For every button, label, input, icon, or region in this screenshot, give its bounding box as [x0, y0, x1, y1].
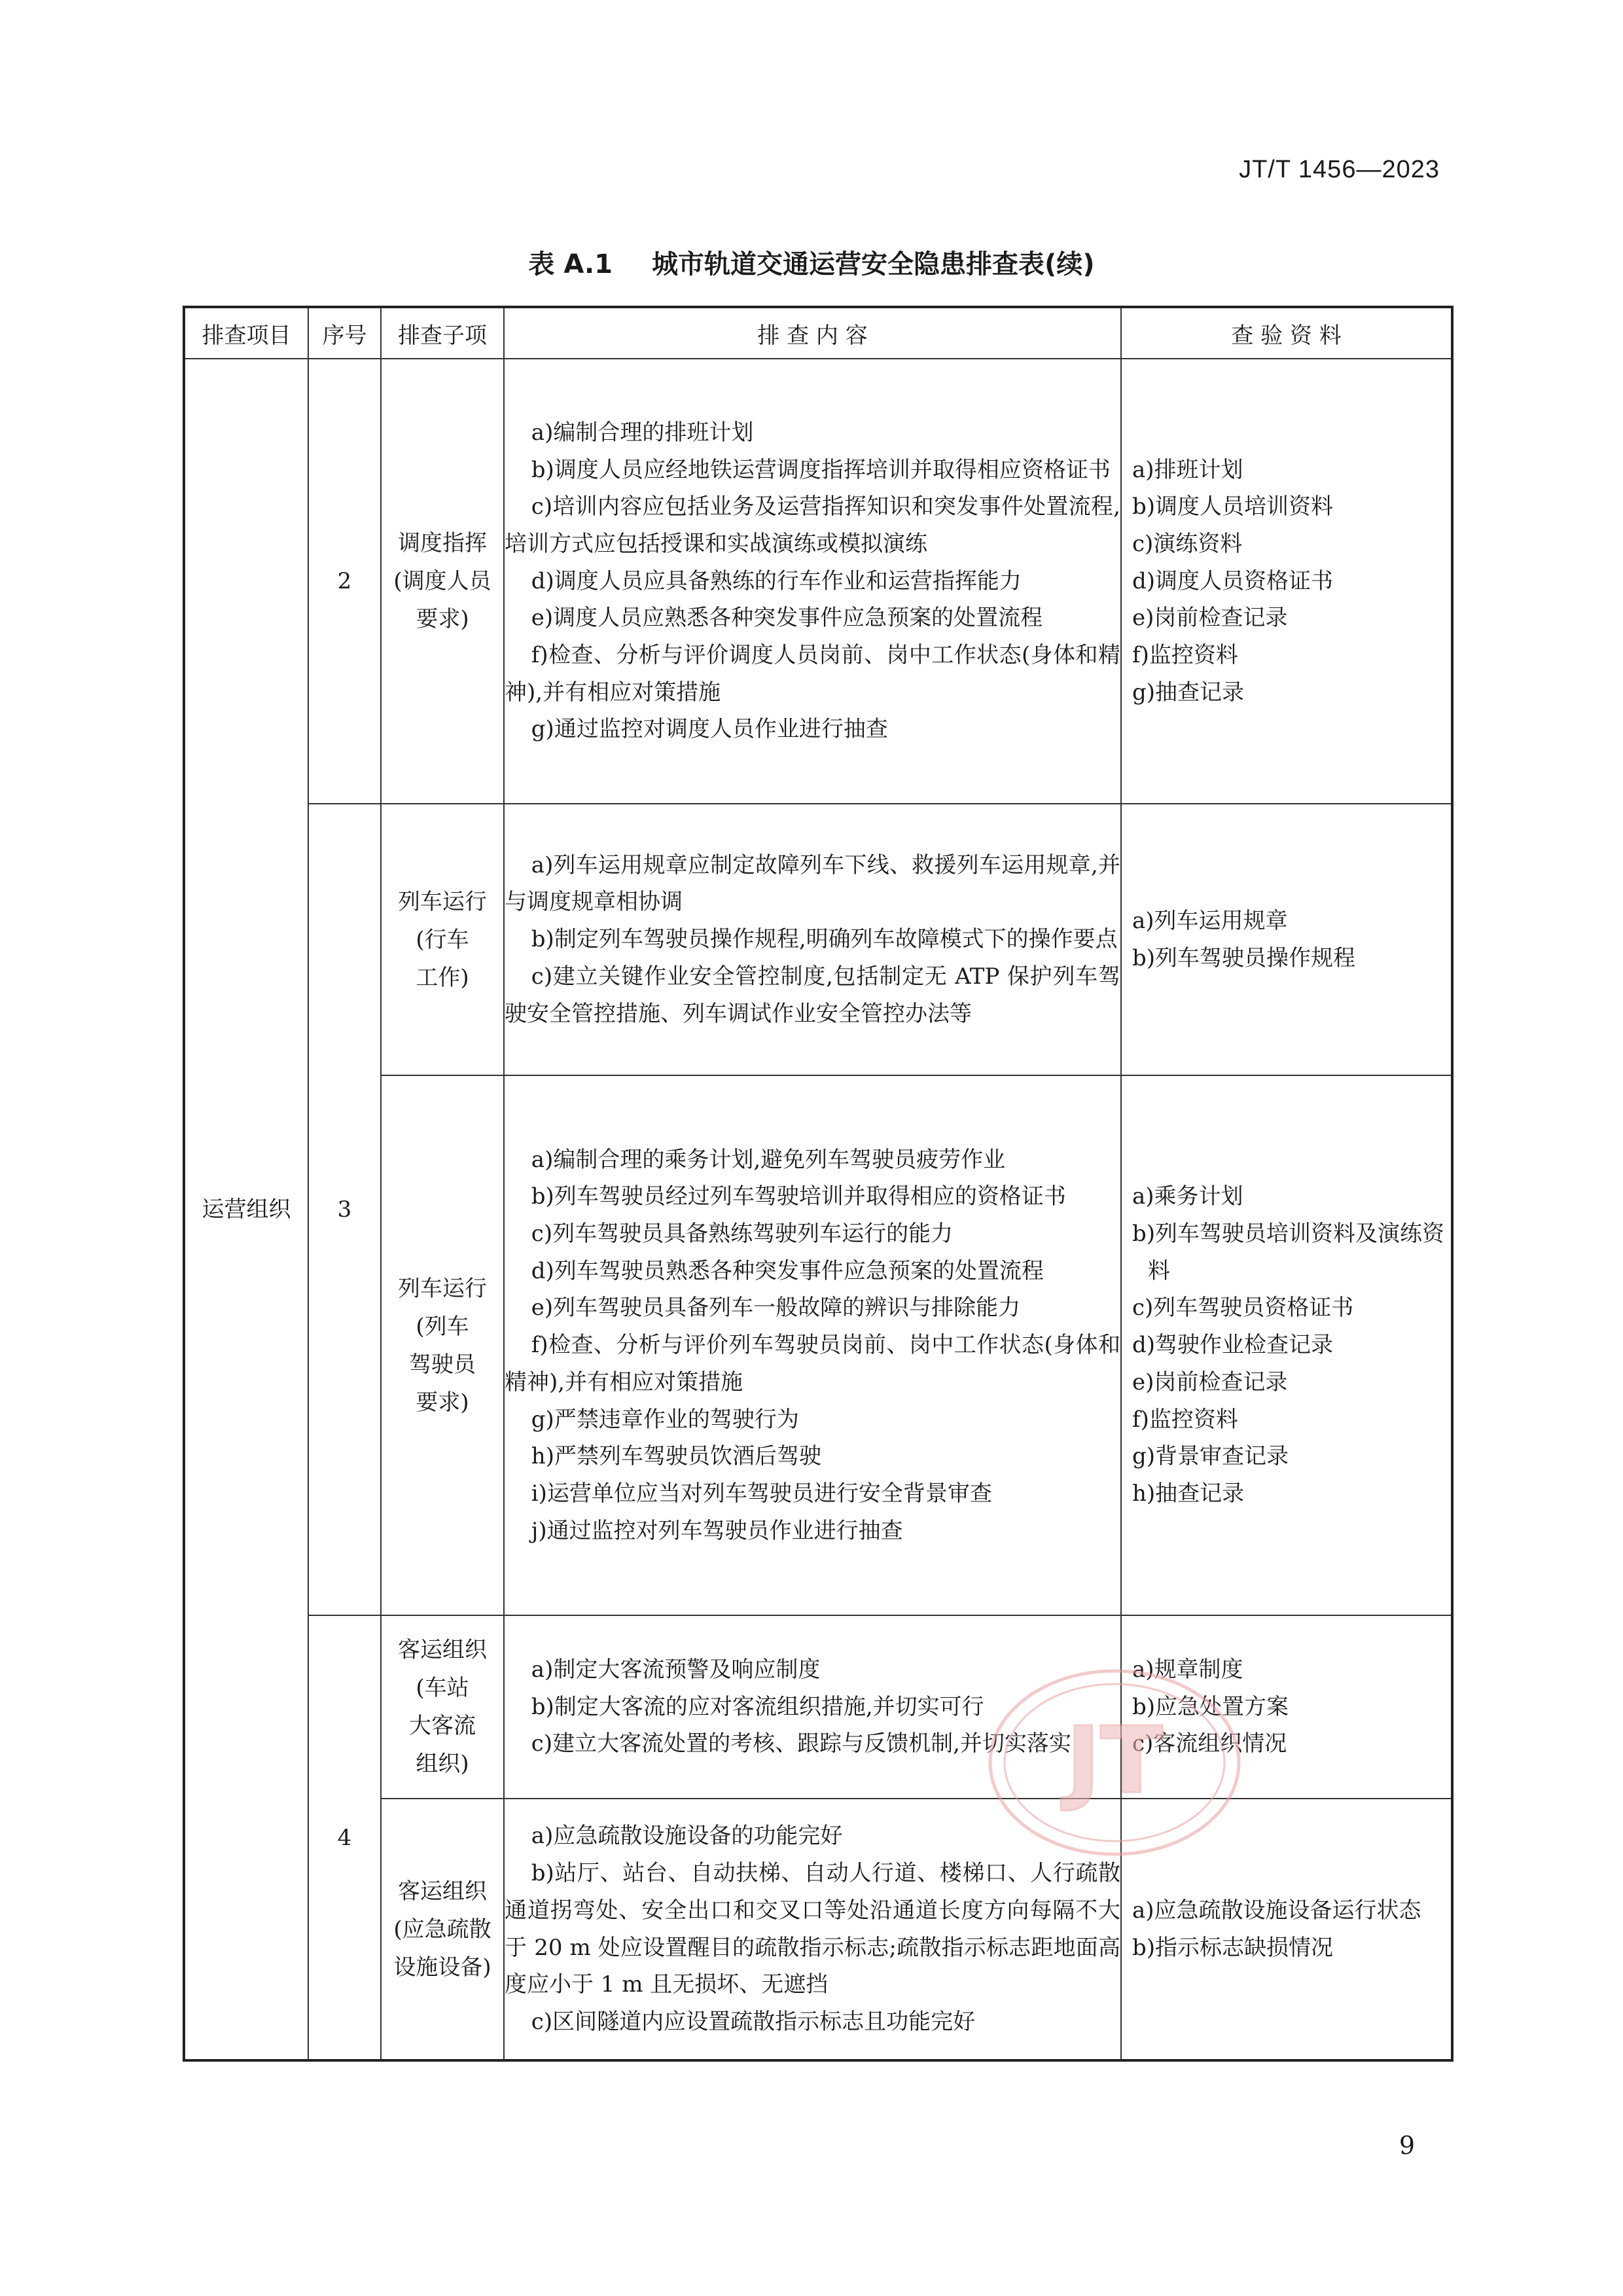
sub-cell: 调度指挥 (调度人员 要求): [381, 359, 504, 804]
refs-cell: a)乘务计划 b)列车驾驶员培训资料及演练资料 c)列车驾驶员资格证书 d)驾驶作业检查记录 e)岗前检查记录 f)监控资料 g)背景审查记录 h)抽查记录: [1121, 1075, 1452, 1615]
inspection-table: [183, 306, 1454, 2062]
page-number: 9: [1399, 2131, 1415, 2160]
refs-cell: a)排班计划 b)调度人员培训资料 c)演练资料 d)调度人员资格证书 e)岗前检查记录 f)监控资料 g)抽查记录: [1121, 359, 1452, 804]
jt-seal-watermark: [984, 1664, 1245, 1861]
col-header-sub: 排查子项: [381, 307, 504, 359]
seal-logo: [990, 1671, 1239, 1854]
content-cell: a)应急疏散设施设备的功能完好 b)站厅、站台、自动扶梯、自动人行道、楼梯口、人行疏散通道拐弯处、安全出口和交叉口等处沿通道长度方向每隔不大于 20 m 处应设置醒目的疏散指示标志;疏散指示标志距地面高度应小于 1 m 且无损坏、无遮挡 c)区间隧道内应设置疏散指示标志且功能完好: [504, 1799, 1121, 2060]
col-header-item: 排查项目: [184, 307, 308, 359]
content-cell: a)列车运用规章应制定故障列车下线、救援列车运用规章,并与调度规章相协调 b)制定列车驾驶员操作规程,明确列车故障模式下的操作要点 c)建立关键作业安全管控制度,包括制定无 ATP 保护列车驾驶安全管控措施、列车调试作业安全管控办法等: [504, 804, 1121, 1075]
refs-cell: a)应急疏散设施设备运行状态 b)指示标志缺损情况: [1121, 1799, 1452, 2060]
refs-cell: a)列车运用规章 b)列车驾驶员操作规程: [1121, 804, 1452, 1075]
standard-code: JT/T 1456—2023: [1239, 156, 1440, 183]
table-row: [184, 804, 1452, 1075]
seq-cell: 2: [308, 359, 381, 804]
sub-cell: 客运组织 (车站 大客流 组织): [381, 1615, 504, 1799]
content-cell: a)编制合理的排班计划 b)调度人员应经地铁运营调度指挥培训并取得相应资格证书 c)培训内容应包括业务及运营指挥知识和突发事件处置流程,培训方式应包括授课和实战演练或模拟演练 d)调度人员应具备熟练的行车作业和运营指挥能力 e)调度人员应熟悉各种突发事件应急预案的处置流程 f)检查、分析与评价调度人员岗前、岗中工作状态(身体和精神),并有相应对策措施 g)通过监控对调度人员作业进行抽查: [504, 359, 1121, 804]
table-title: [0, 243, 1623, 281]
content-cell: a)编制合理的乘务计划,避免列车驾驶员疲劳作业 b)列车驾驶员经过列车驾驶培训并取得相应的资格证书 c)列车驾驶员具备熟练驾驶列车运行的能力 d)列车驾驶员熟悉各种突发事件应急预案的处置流程 e)列车驾驶员具备列车一般故障的辨识与排除能力 f)检查、分析与评价列车驾驶员岗前、岗中工作状态(身体和精神),并有相应对策措施 g)严禁违章作业的驾驶行为 h)严禁列车驾驶员饮酒后驾驶 i)运营单位应当对列车驾驶员进行安全背景审查 j)通过监控对列车驾驶员作业进行抽查: [504, 1075, 1121, 1615]
col-header-seq: 序号: [308, 307, 381, 359]
seq-cell: 3: [308, 804, 381, 1615]
table-row: [184, 1615, 1452, 1799]
table-title-code: 表 A.1: [528, 249, 613, 279]
item-cell: [184, 359, 308, 2060]
sub-cell: 列车运行 (行车 工作): [381, 804, 504, 1075]
col-header-content: 排 查 内 容: [504, 307, 1121, 359]
table-header-row: [184, 307, 1452, 359]
sub-cell: 客运组织 (应急疏散 设施设备): [381, 1799, 504, 2060]
seal-text: JT: [1066, 1708, 1163, 1814]
col-header-refs: 查 验 资 料: [1121, 307, 1452, 359]
sub-cell: 列车运行 (列车 驾驶员 要求): [381, 1075, 504, 1615]
table-row: [184, 359, 1452, 804]
seq-cell: 4: [308, 1615, 381, 2060]
refs-cell: a)规章制度 b)应急处置方案 c)客流组织情况: [1121, 1615, 1452, 1799]
content-cell: a)制定大客流预警及响应制度 b)制定大客流的应对客流组织措施,并切实可行 c)建立大客流处置的考核、跟踪与反馈机制,并切实落实: [504, 1615, 1121, 1799]
table-title-text: 城市轨道交通运营安全隐患排查表(续): [652, 249, 1095, 279]
item-label: 运营组织: [202, 1196, 291, 1223]
